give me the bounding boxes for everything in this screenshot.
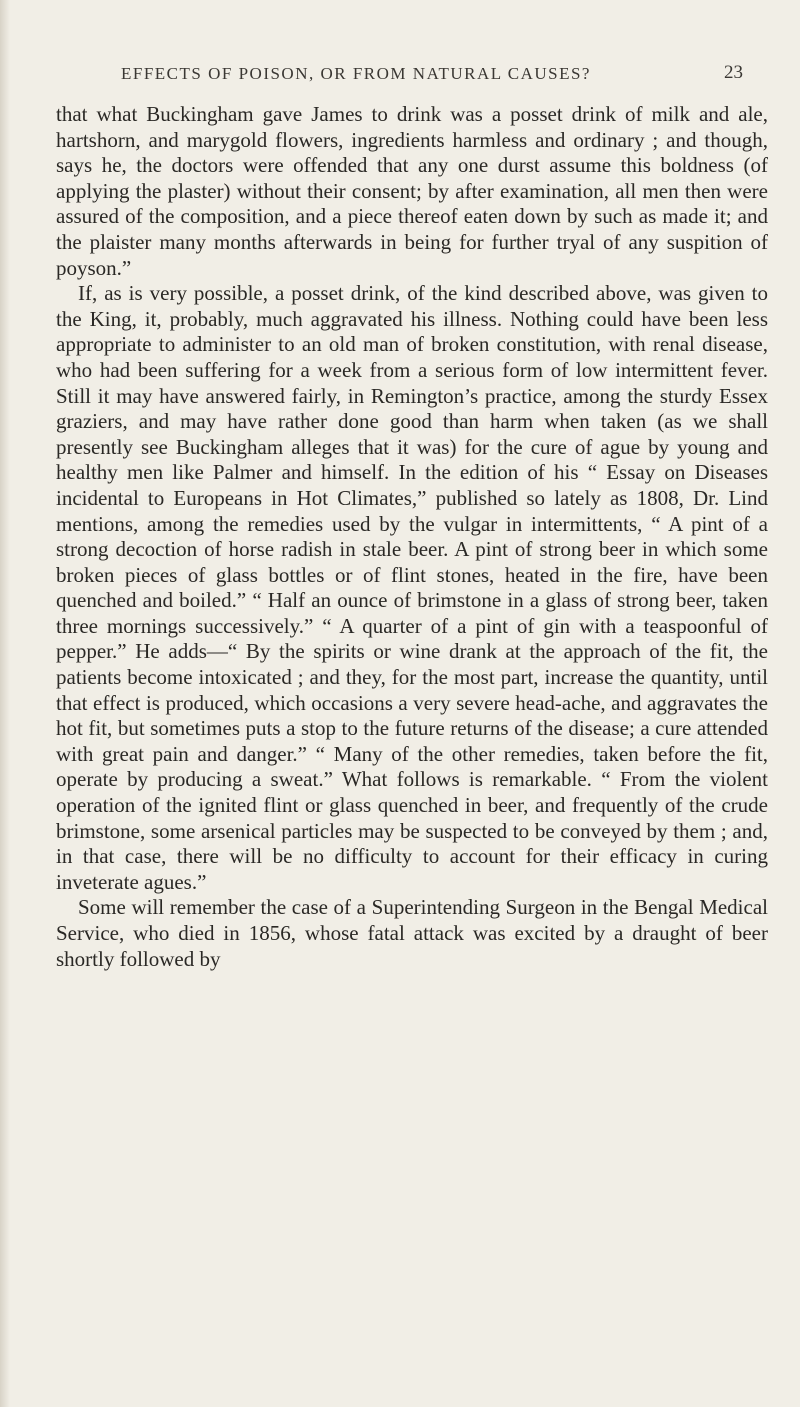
paragraph-posset-drink: If, as is very possible, a posset drink, of the kind described above, was given to the King, it, probably, much aggravated his illness. Nothing could have been less appropriate to administer to an old man of broken constitution, with renal disease, who had been suffering for a week from a serious form of low intermittent fever. Still it may have answered fairly, in Remington’s practice, among the sturdy Essex graziers, and may have rather done good than harm when taken (as we shall presently see Buckingham alleges that it was) for the cure of ague by young and healthy men like Palmer and himself. In the edition of his “ Essay on Diseases incidental to Europeans in Hot Climates,” published so lately as 1808, Dr. Lind mentions, among the remedies used by the vulgar in intermittents, “ A pint of a strong decoction of horse radish in stale beer. A pint of strong beer in which some broken pieces of glass bottles or of flint stones, heated in the fire, have been quenched and boiled.” “ Half an ounce of brimstone in a glass of strong beer, taken three mornings successively.” “ A quarter of a pint of gin with a teaspoonful of pepper.” He adds—“ By the spirits or wine drank at the approach of the fit, the patients become intoxicated ; and they, for the most part, increase the quantity, until that effect is produced, which occasions a very severe head-ache, and aggravates the hot fit, but sometimes puts a stop to the future returns of the disease; a cure attended with great pain and danger.” “ Many of the other remedies, taken before the fit, operate by producing a sweat.” What follows is remarkable. “ From the violent operation of the ignited flint or glass quenched in beer, and frequently of the crude brimstone, some arsenical particles may be suspected to be conveyed by them ; and, in that case, there will be no difficulty to account for their efficacy in curing inveterate agues.” (56, 281, 768, 894)
paragraph-continuation: that what Buckingham gave James to drink was a posset drink of milk and ale, hartshorn, and marygold flowers, ingredients harmless and ordinary ; and though, says he, the doctors were offended that any one durst assume this boldness (of applying the plaster) without their consent; by after examination, all men then were assured of the composition, and a piece thereof eaten down by such as made it; and the plaister many months afterwards in being for further tryal of any suspition of poyson.” (56, 102, 768, 280)
running-head: EFFECTS OF POISON, OR FROM NATURAL CAUSES? (121, 64, 591, 83)
page-gutter-shadow (0, 0, 10, 1407)
paragraph-bengal-surgeon: Some will remember the case of a Superintending Surgeon in the Bengal Medical Service, who died in 1856, whose fatal attack was excited by a draught of beer shortly followed by (56, 895, 768, 971)
page-number: 23 (724, 62, 743, 83)
body-text (56, 102, 768, 972)
